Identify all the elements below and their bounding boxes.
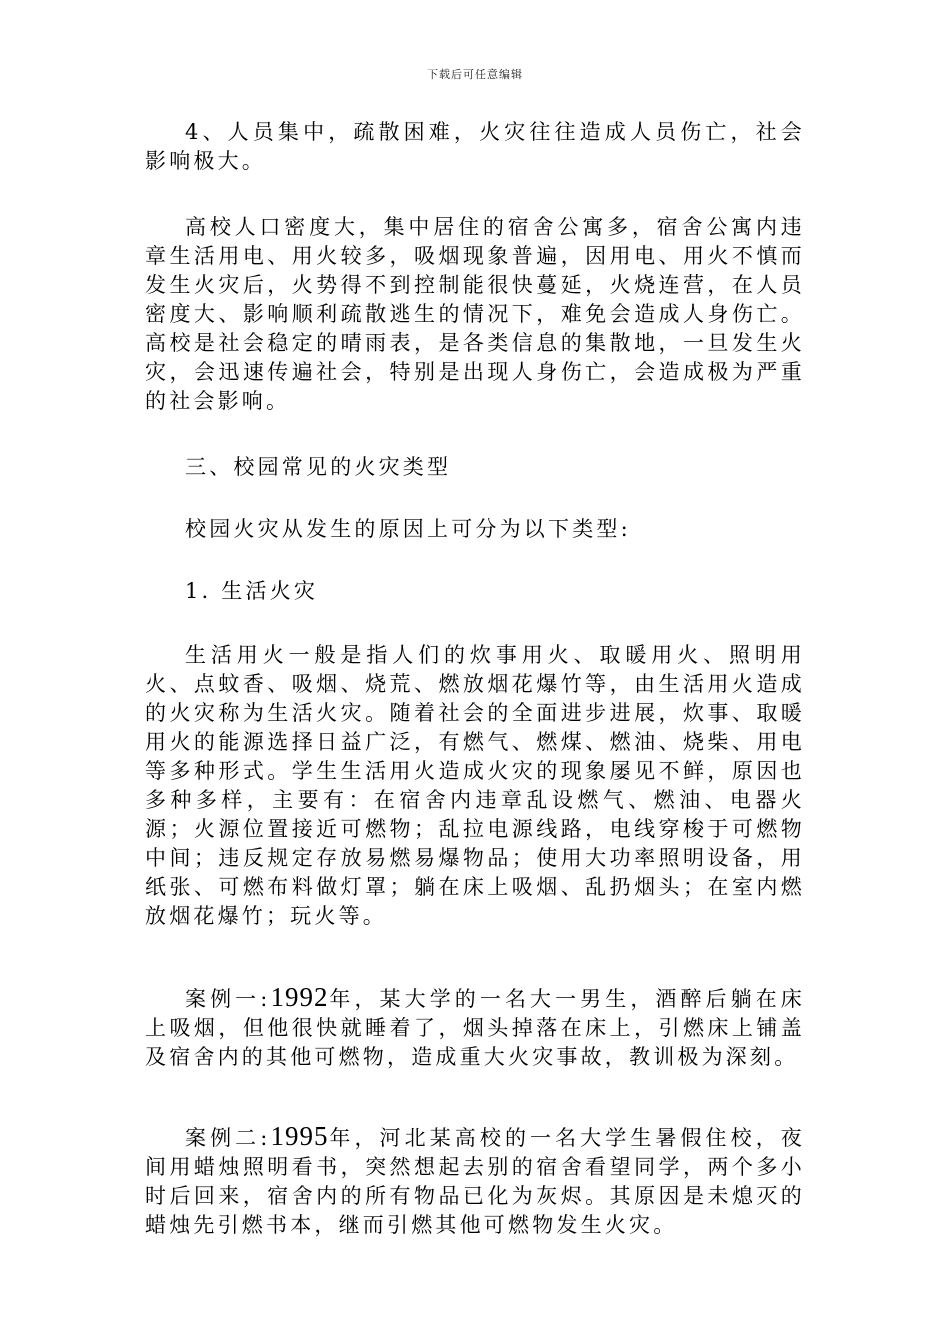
case-two-prefix: 案例二: bbox=[185, 1126, 271, 1150]
paragraph-living-fire-description: 生活用火一般是指人们的炊事用火、取暖用火、照明用火、点蚊香、吸烟、烧荒、燃放烟花爆竹等，由生活用火造成的火灾称为生活火灾。随着社会的全面进步进展，炊事、取暖用火的能源选择日益广泛，有燃气、燃煤、燃油、烧柴、用电等多种形式。学生生活用火造成火灾的现象屡见不鲜，原因也多种多样，主要有：在宿舍内违章乱设燃气、燃油、电器火源；火源位置接近可燃物；乱拉电源线路，电线穿梭于可燃物中间；违反规定存放易燃易爆物品；使用大功率照明设备，用纸张、可燃布料做灯罩；躺在床上吸烟、乱扔烟头；在室内燃放烟花爆竹；玩火等。 bbox=[145, 643, 805, 928]
case-one-paragraph bbox=[145, 983, 805, 1072]
case-one-year: 1992 bbox=[270, 982, 329, 1012]
case-one-text: 年，某大学的一名大一男生，酒醉后躺在床上吸烟，但他很快就睡着了，烟头掉落在床上，引燃床上铺盖及宿舍内的其他可燃物，造成重大火灾事故，教训极为深刻。 bbox=[145, 987, 805, 1069]
case-one-prefix: 案例一: bbox=[185, 987, 271, 1011]
paragraph-personnel-concentration: 4、人员集中，疏散困难，火灾往往造成人员伤亡，社会影响极大。 bbox=[145, 120, 805, 173]
case-two-paragraph bbox=[145, 1122, 805, 1240]
paragraph-population-density: 高校人口密度大，集中居住的宿舍公寓多，宿舍公寓内违章生活用电、用火较多，吸烟现象普遍，因用电、用火不慎而发生火灾后，火势得不到控制能很快蔓延，火烧连营，在人员密度大、影响顺利疏散逃生的情况下，难免会造成人身伤亡。高校是社会稳定的晴雨表，是各类信息的集散地，一旦发生火灾，会迅速传遍社会，特别是出现人身伤亡，会造成极为严重的社会影响。 bbox=[145, 215, 805, 413]
page-header-note: 下载后可任意编辑 bbox=[427, 68, 523, 81]
subheading-living-fire: 1. 生活火灾 bbox=[185, 579, 319, 603]
case-two-text: 年，河北某高校的一名大学生暑假住校，夜间用蜡烛照明看书，突然想起去别的宿舍看望同学，两个多小时后回来，宿舍内的所有物品已化为灰烬。其原因是未熄灭的蜡烛先引燃书本，继而引燃其他可燃物发生火灾。 bbox=[145, 1126, 805, 1237]
section-heading-fire-types: 三、校园常见的火灾类型 bbox=[185, 455, 452, 479]
document-body bbox=[145, 118, 805, 1240]
case-two-year: 1995 bbox=[270, 1121, 329, 1151]
paragraph-fire-classification-intro: 校园火灾从发生的原因上可分为以下类型: bbox=[185, 517, 631, 541]
